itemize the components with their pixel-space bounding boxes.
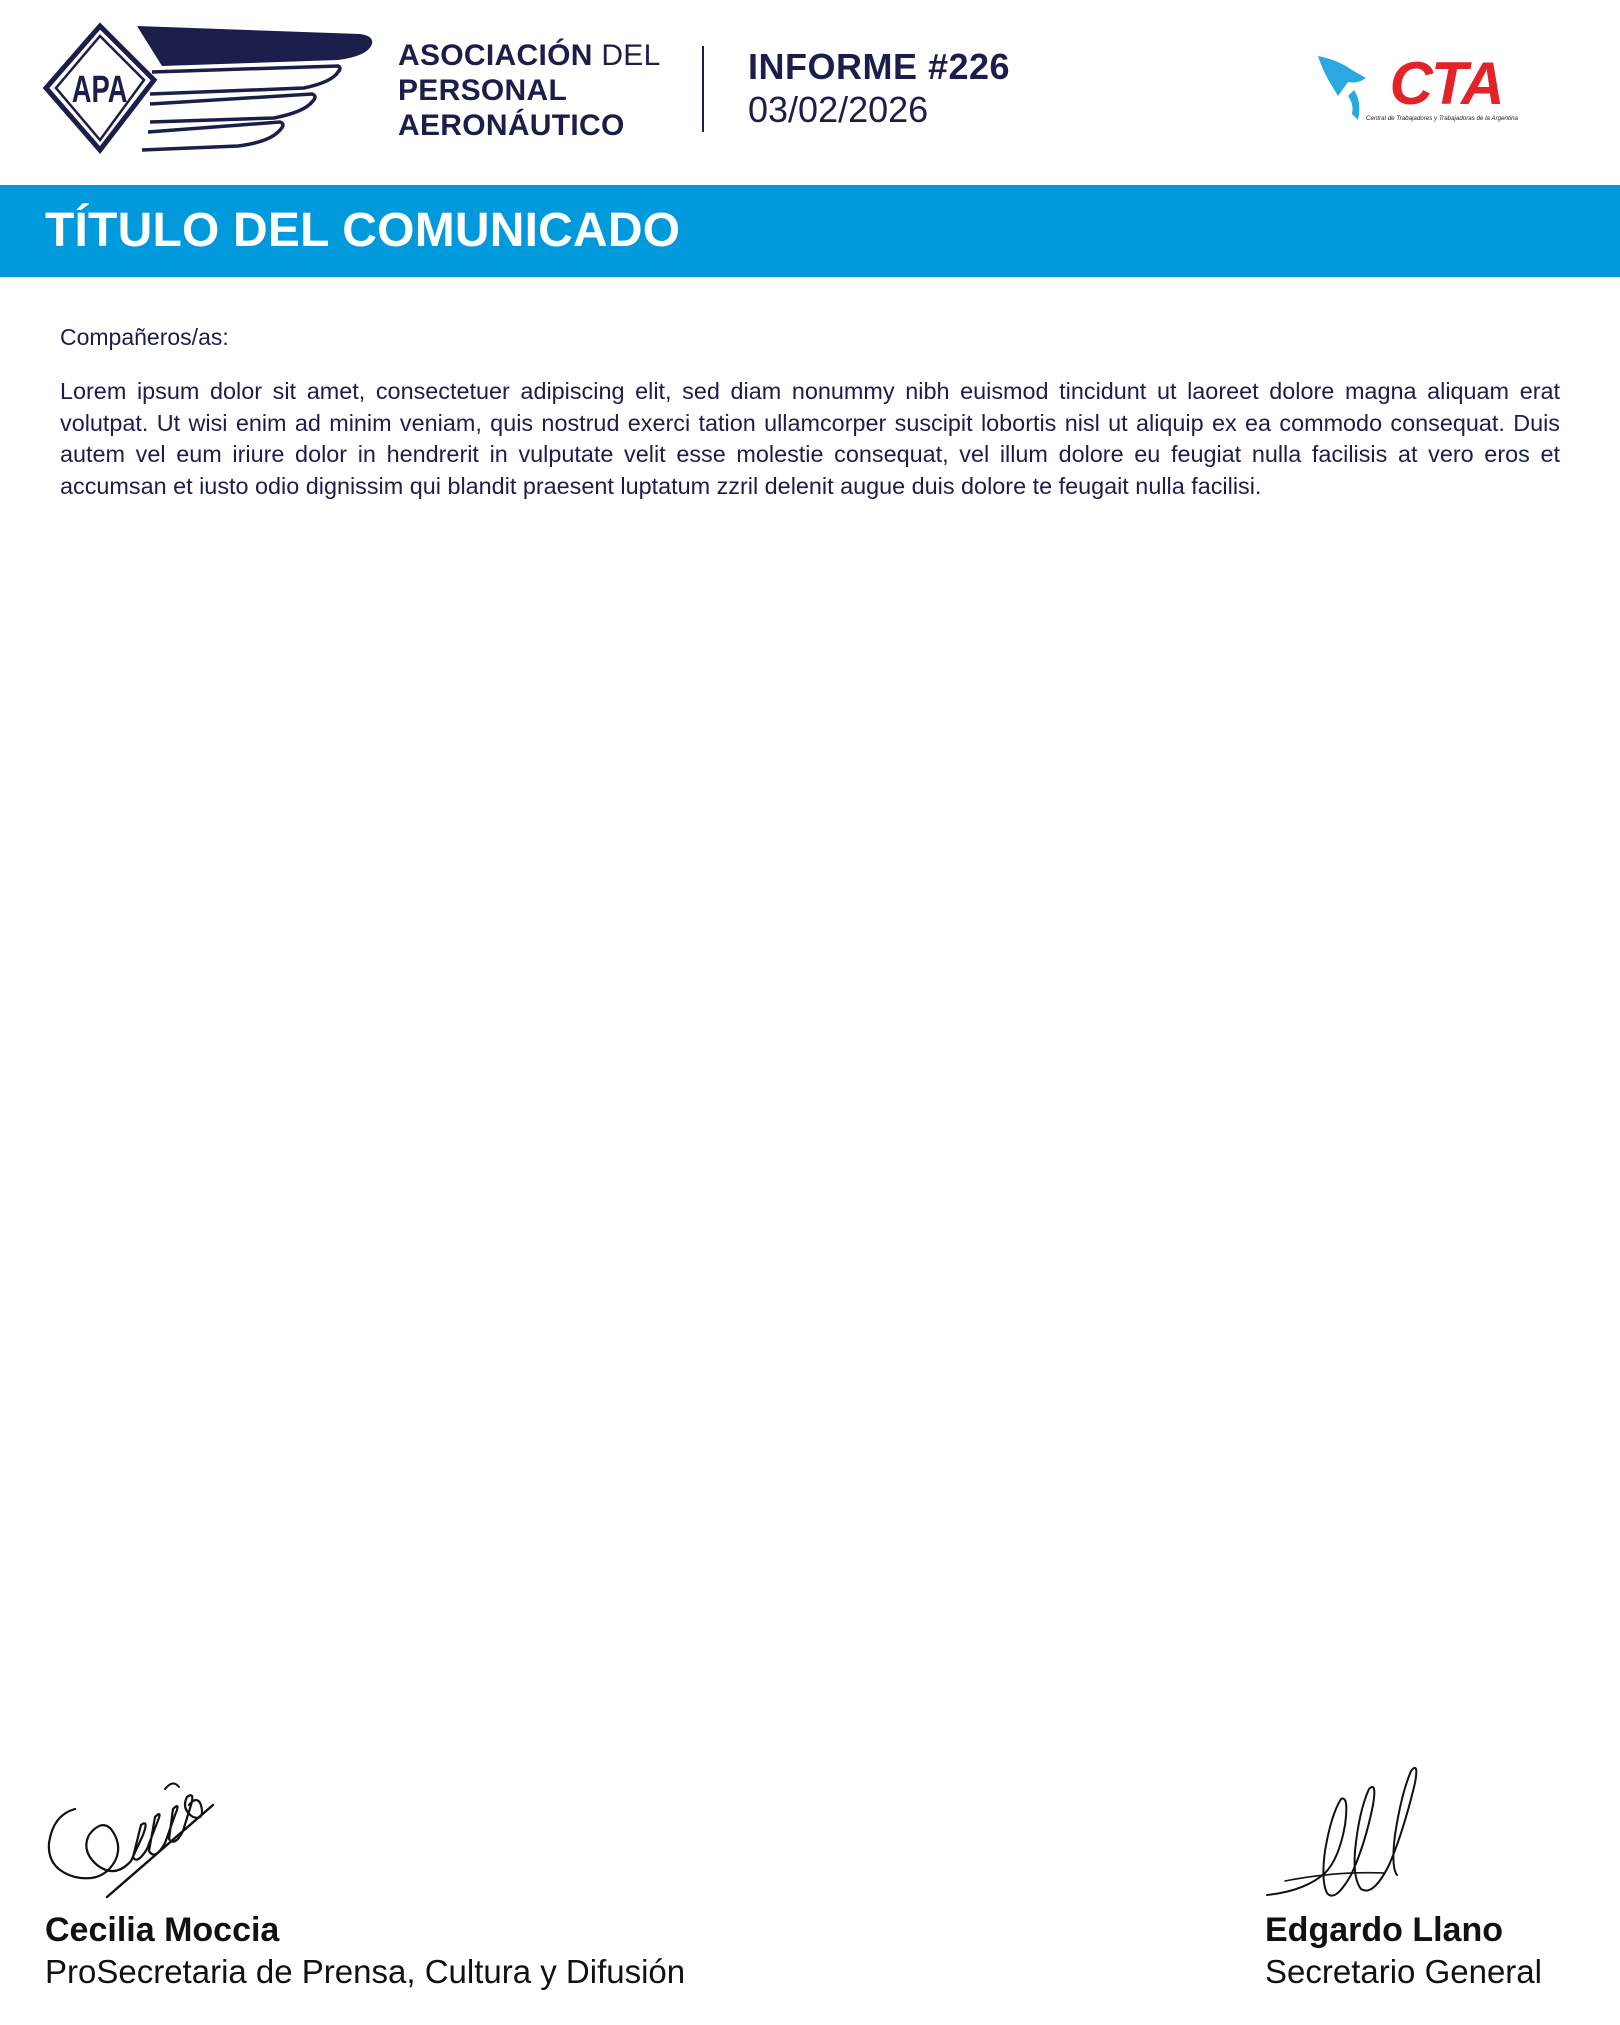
signer-block-left bbox=[45, 1765, 686, 1990]
document-header bbox=[0, 0, 1620, 185]
document-body bbox=[60, 322, 1560, 502]
org-name-line2: PERSONAL bbox=[398, 74, 568, 107]
apa-logo bbox=[42, 22, 378, 154]
signer-block-right bbox=[1265, 1755, 1542, 1990]
report-number: INFORME #226 bbox=[748, 46, 1011, 87]
report-info bbox=[748, 46, 1010, 132]
cta-logo-text: CTA bbox=[1389, 50, 1503, 117]
signer-text-right bbox=[1265, 1910, 1542, 1994]
signer-name: Cecilia Moccia bbox=[45, 1911, 280, 1949]
title-banner bbox=[0, 185, 1620, 277]
cta-tagline: Central de Trabajadores y Trabajadoras de la Argentina bbox=[1366, 115, 1518, 122]
header-divider bbox=[702, 46, 704, 132]
org-name-line1: ASOCIACIÓN bbox=[398, 39, 593, 72]
signature-left bbox=[45, 1765, 225, 1905]
report-date: 03/02/2026 bbox=[748, 89, 929, 130]
salutation: Compañeros/as: bbox=[60, 324, 229, 350]
cta-logo bbox=[1318, 50, 1544, 126]
document-title: TÍTULO DEL COMUNICADO bbox=[45, 204, 681, 257]
org-name-line3: AERONÁUTICO bbox=[398, 109, 625, 142]
body-paragraph: Lorem ipsum dolor sit amet, consectetuer adipiscing elit, sed diam nonummy nibh euismod tincidunt ut laoreet dolore magna aliquam erat volutpat. Ut wisi enim ad minim veniam, quis nostrud exerci tation ullamcorper suscipit lobortis nisl ut aliquip ex ea commodo consequat. Duis autem vel eum iriure dolor in hendrerit in vulputate velit esse molestie consequat, vel illum dolore eu feugiat nulla facilisis at vero eros et accumsan et iusto odio dignissim qui blandit praesent luptatum zzril delenit augue duis dolore te feugait nulla facilisi. bbox=[60, 378, 1560, 499]
signer-role: Secretario General bbox=[1265, 1953, 1542, 1990]
signer-role: ProSecretaria de Prensa, Cultura y Difusión bbox=[45, 1953, 686, 1990]
apa-logo-text: APA bbox=[71, 68, 128, 112]
signer-text-left bbox=[45, 1910, 685, 1994]
organization-name bbox=[398, 38, 661, 143]
org-name-line1-light: DEL bbox=[601, 39, 661, 72]
signer-name: Edgardo Llano bbox=[1265, 1911, 1503, 1949]
signature-right bbox=[1265, 1755, 1435, 1905]
